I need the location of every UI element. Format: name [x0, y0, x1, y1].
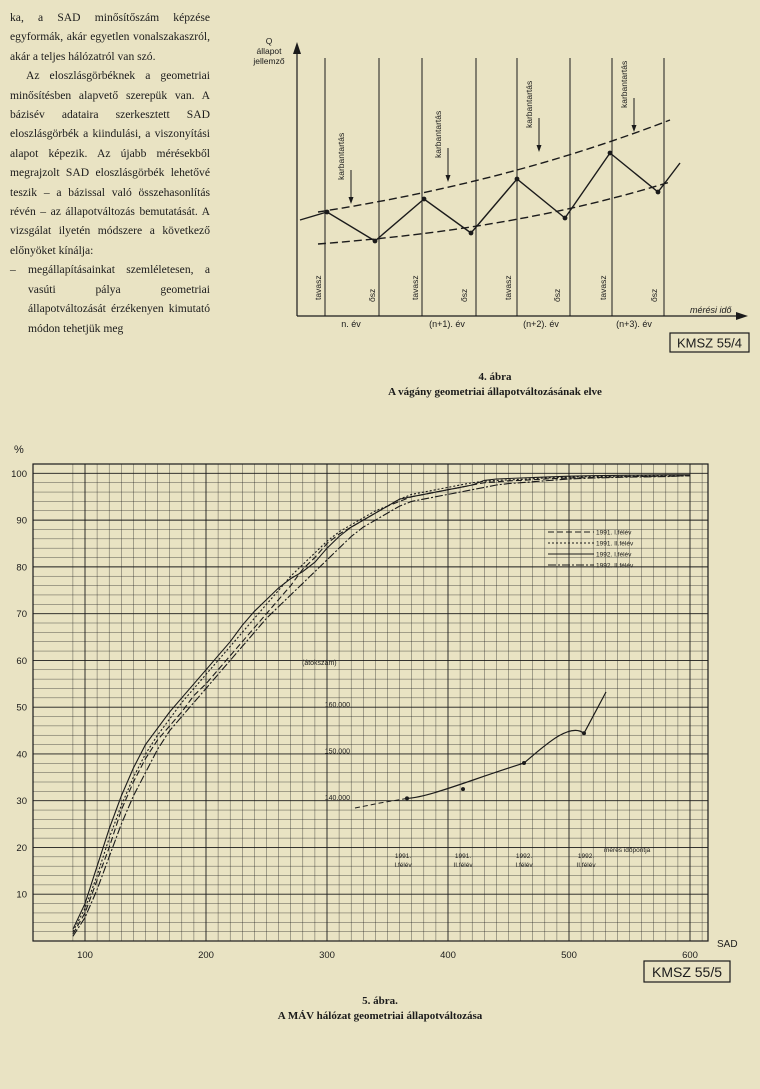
fig5-inset-xlabel-half: II.félév	[576, 862, 596, 869]
fig5-x-tick: 500	[561, 950, 577, 961]
figure4-caption-title: A vágány geometriai állapotváltozásának elve	[388, 386, 602, 398]
fig4-autumn-label: ősz	[367, 288, 377, 302]
fig5-y-tick: 70	[16, 609, 27, 621]
figure5-caption-title: A MÁV hálózat geometriai állapotváltozása	[277, 1010, 483, 1022]
fig5-inset-curve	[407, 692, 606, 798]
fig5-y-tick: 80	[16, 562, 27, 574]
fig5-y-tick: 50	[16, 702, 27, 714]
fig5-code: KMSZ 55/5	[651, 964, 723, 980]
fig5-y-tick: 10	[16, 889, 27, 901]
fig5-legend-label: 1991. II.félév	[596, 540, 634, 548]
fig4-code: KMSZ 55/4	[676, 335, 743, 351]
fig5-inset-ytick: 150.000	[324, 748, 350, 756]
fig5-inset-xlabel-year: 1991.	[394, 853, 412, 860]
fig5-inset-ytick: 160.000	[324, 702, 350, 709]
bullet-text: megállapításainkat szemléletesen, a vasúti pálya geometriai állapotváltozását érzékenyen kimutató módon tehetjük meg	[28, 263, 210, 335]
fig5-inset-chart	[302, 660, 651, 869]
fig5-y-tick: 60	[16, 655, 27, 667]
fig4-ylabel-line: jellemző	[253, 56, 285, 66]
fig5-x-tick: 300	[319, 950, 335, 961]
fig5-x-tick: 600	[682, 950, 698, 961]
fig5-inset-xlabel: mérés időpontja	[604, 847, 651, 854]
fig5-inset-ytick: 140.000	[324, 795, 350, 802]
fig4-maintenance-label: karbantartás	[433, 110, 443, 158]
fig5-inset-xlabel-half: I.félév	[394, 862, 412, 869]
fig5-inset-point	[405, 796, 409, 800]
bullet-dash: –	[10, 263, 16, 277]
fig5-inset-ylabel: (átokszám)	[302, 660, 337, 667]
fig5-inset-xlabel-year: 1992.	[577, 853, 595, 860]
fig5-inset-xlabel-half: II.félév	[453, 862, 473, 869]
fig4-year-label: n. év	[341, 319, 361, 329]
fig5-inset-xlabel-year: 1991.	[454, 853, 472, 860]
fig5-inset-point	[522, 761, 526, 765]
fig4-spring-label: tavasz	[598, 275, 608, 300]
fig4-year-label: (n+1). év	[429, 319, 465, 329]
fig5-y-unit: %	[14, 444, 24, 456]
paragraph: Az eloszlásgörbéknek a geometriai minősítésben alapvető szerepük van. A bázisév adataira szerkesztett SAD eloszlásgörbék a kiindulási, a viszonyítási alapot képezik. Az újabb mérésekből megrajzolt SAD eloszlásgörbék lehetővé teszik – a bázissal való összehasonlítás révén – az állapotváltozás bemutatását. A vizsgálat ilyetén módszere a következő előnyöket kínálja:	[10, 69, 210, 257]
fig5-inset-point	[582, 731, 586, 735]
fig5-y-tick: 20	[16, 842, 27, 854]
fig4-ylabel-line: állapot	[256, 46, 282, 56]
fig5-x-tick: 400	[440, 950, 456, 961]
fig4-autumn-label: ősz	[459, 288, 469, 302]
figure4-caption-number: 4. ábra	[478, 371, 512, 383]
fig5-inset-point	[461, 787, 465, 791]
fig4-autumn-label: ősz	[649, 288, 659, 302]
fig5-y-tick-labels	[11, 469, 27, 901]
fig5-inset-extrapolation	[355, 798, 407, 808]
fig5-y-tick: 100	[11, 468, 27, 480]
fig4-maintenance-label: karbantartás	[524, 80, 534, 128]
fig5-x-unit: SAD	[717, 939, 738, 950]
fig5-x-tick: 100	[77, 950, 93, 961]
fig4-ylabel-line: Q	[265, 36, 273, 46]
fig5-y-tick: 30	[16, 796, 27, 808]
fig4-year-label: (n+3). év	[616, 319, 652, 329]
fig5-legend-label: 1992. II.félév	[596, 562, 634, 570]
fig5-y-tick: 40	[16, 749, 27, 761]
fig4-x-label: mérési idő	[690, 305, 732, 315]
fig5-legend	[548, 530, 634, 570]
fig4-spring-label: tavasz	[313, 275, 323, 300]
paragraph: ka, a SAD minősítőszám képzése egyformák, akár egyetlen vonalszakaszról, akár a teljes hálózatról van szó.	[10, 11, 210, 63]
fig4-maintenance-label: karbantartás	[336, 132, 346, 180]
fig5-x-tick: 200	[198, 950, 214, 961]
fig5-legend-label: 1992. I.félév	[596, 551, 632, 559]
figure5-caption	[180, 994, 580, 1024]
fig4-year-label: (n+2). év	[523, 319, 559, 329]
fig5-y-tick: 90	[16, 515, 27, 527]
fig4-spring-label: tavasz	[410, 275, 420, 300]
fig4-autumn-label: ősz	[552, 288, 562, 302]
fig5-inset-xlabel-half: I.félév	[515, 862, 533, 869]
fig5-x-tick-labels	[77, 950, 698, 961]
fig4-spring-label: tavasz	[503, 275, 513, 300]
figure5-caption-number: 5. ábra.	[362, 995, 398, 1007]
fig5-legend-label: 1991. I.félév	[596, 529, 632, 537]
fig4-maintenance-label: karbantartás	[619, 60, 629, 108]
fig5-inset-xlabel-year: 1992.	[515, 853, 533, 860]
